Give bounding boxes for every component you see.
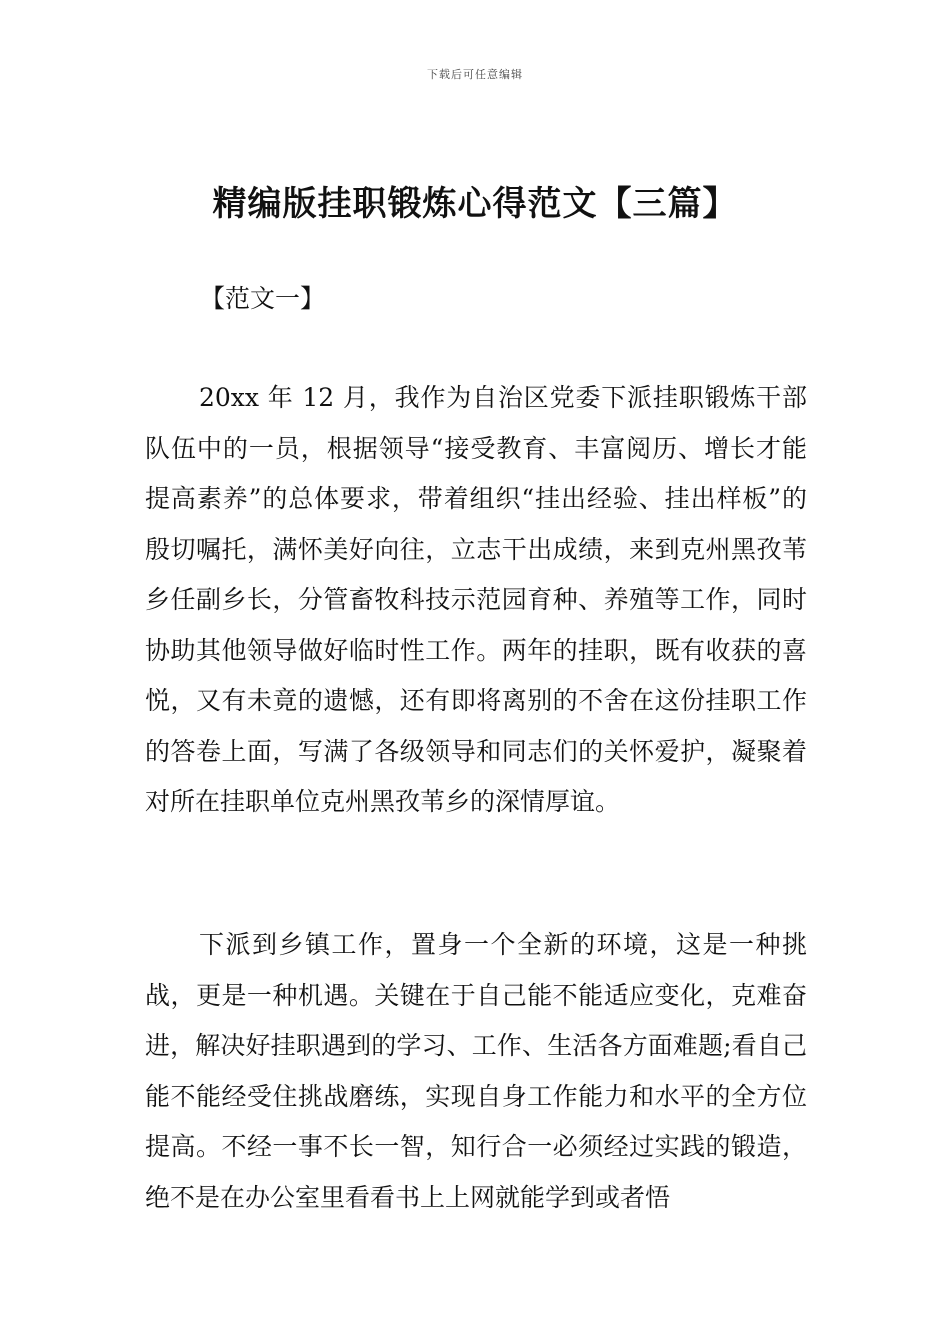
header-note: 下载后可任意编辑 — [427, 68, 523, 81]
body-paragraph: 下派到乡镇工作，置身一个全新的环境，这是一种挑战，更是一种机遇。关键在于自己能不能适应变化，克难奋进，解决好挂职遇到的学习、工作、生活各方面难题;看自己能不能经受住挑战磨练，实现自身工作能力和水平的全方位提高。不经一事不长一智，知行合一必须经过实践的锻造，绝不是在办公室里看看书上上网就能学到或者悟 — [145, 930, 807, 1212]
section-label: 【范文一】 — [200, 284, 326, 313]
document-title: 精编版挂职锻炼心得范文【三篇】 — [212, 184, 738, 224]
body-paragraph: 20xx 年 12 月，我作为自治区党委下派挂职锻炼干部队伍中的一员，根据领导“接受教育、丰富阅历、增长才能提高素养”的总体要求，带着组织“挂出经验、挂出样板”的殷切嘱托，满怀美好向往，立志干出成绩，来到克州黑孜苇乡任副乡长，分管畜牧科技示范园育种、养殖等工作，同时协助其他领导做好临时性工作。两年的挂职，既有收获的喜悦，又有未竟的遗憾，还有即将离别的不舍在这份挂职工作的答卷上面，写满了各级领导和同志们的关怀爱护，凝聚着对所在挂职单位克州黑孜苇乡的深情厚谊。 — [145, 383, 807, 816]
